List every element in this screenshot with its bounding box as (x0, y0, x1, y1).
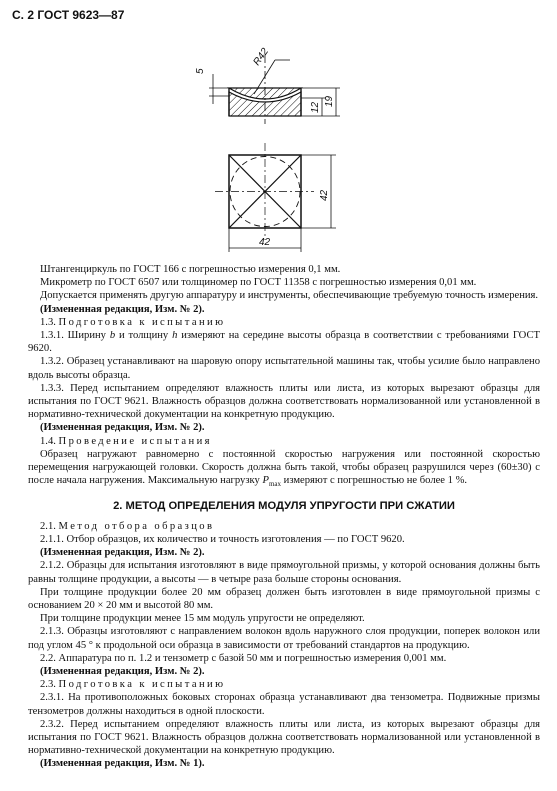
heading-text: Подготовка к испытанию (58, 316, 226, 328)
p-1-3-2: 1.3.2. Образец устанавливают на шаровую опору испытательной машины так, чтобы усилие было направлено вдоль высоты образца. (28, 356, 540, 381)
document-body (28, 263, 540, 771)
heading-2-3 (28, 678, 540, 691)
p-2-1-1: 2.1.1. Отбор образцов, их количество и точность изготовления — по ГОСТ 9620. (40, 533, 405, 545)
p-2-1-2-b: При толщине продукции более 20 мм образец должен быть изготовлен в виде прямоугольной призмы с основанием 20 × 20 мм и высотой 80 мм. (28, 586, 540, 611)
p-2-1-2-c: При толщине продукции менее 15 мм модуль упругости не определяют. (40, 613, 365, 625)
change-note: (Измененная редакция, Изм. № 2). (40, 666, 205, 677)
page-header: С. 2 ГОСТ 9623—87 (12, 8, 125, 22)
dim-r42-label: R42 (251, 46, 271, 68)
p-alt-equipment: Допускается применять другую аппаратуру и инструменты, обеспечивающие требуемую точность измерения. (40, 290, 539, 302)
p-2-3-2: 2.3.2. Перед испытанием определяют влажность плиты или листа, из которых вырезают образцы для испытания по ГОСТ 9621. Влажность образцов должна соответствовать нормализованной или установленной в нормативно-технической документации на конкретную продукцию. (28, 718, 540, 757)
section-2-title: 2. МЕТОД ОПРЕДЕЛЕНИЯ МОДУЛЯ УПРУГОСТИ ПРИ СЖАТИИ (113, 499, 455, 512)
p-2-1-3: 2.1.3. Образцы изготовляют с направлением волокон вдоль наружного слоя продукции, поперек волокон или под углом 45 ° к продольной оси образца в зависимости от требований стандартов на продукцию. (28, 626, 540, 651)
p-caliper: Штангенциркуль по ГОСТ 166 с погрешностью измерения 0,1 мм. (40, 264, 341, 275)
change-note: (Измененная редакция, Изм. № 2). (40, 422, 205, 434)
dim-19-label: 19 (324, 95, 335, 107)
heading-number: 1.4. (40, 435, 56, 447)
p-micrometer: Микрометр по ГОСТ 6507 или толщиномер по ГОСТ 11358 с погрешностью измерения 0,01 мм. (40, 277, 477, 289)
dim-42-bottom-label: 42 (259, 237, 271, 248)
heading-text: Проведение испытания (58, 435, 212, 447)
plan-view (215, 143, 336, 252)
p-1-4: Образец нагружают равномерно с постоянной скоростью нагружения или постоянной скоростью перемещения нагружающей головки. Скорость должна быть такой, чтобы образец разрушился через (60±30) с после начала нагружения. Максимальную нагрузку $P_{max}$ измеряют с погрешностью не более 1 %. (28, 448, 540, 489)
p-2-2: 2.2. Аппаратура по п. 1.2 и тензометр с базой 50 мм и погрешностью измерения 0,001 мм. (40, 652, 447, 664)
heading-number: 1.3. (40, 316, 56, 328)
p-1-3-3: 1.3.3. Перед испытанием определяют влажность плиты или листа, из которых вырезают образцы для испытания по ГОСТ 9621. Влажность образцов должна соответствовать нормализованной или установленной в нормативно-технической документации на конкретную продукцию. (28, 382, 540, 421)
dim-12-label: 12 (310, 101, 321, 113)
heading-text: Подготовка к испытанию (58, 679, 226, 691)
specimen-drawing (0, 0, 557, 263)
heading-number: 2.1. (40, 520, 56, 532)
heading-1-4 (28, 435, 540, 448)
heading-number: 2.3. (40, 679, 56, 691)
dim-5-label: 5 (195, 68, 206, 74)
p-2-1-2: 2.1.2. Образцы для испытания изготовляют в виде прямоугольной призмы, у которой основания должны быть равны толщине продукции, а высоты — в четыре раза больше стороны основания. (28, 560, 540, 585)
change-note: (Измененная редакция, Изм. № 2). (40, 303, 205, 315)
change-note: (Измененная редакция, Изм. № 2). (40, 547, 205, 559)
heading-1-3 (28, 316, 540, 329)
p-1-3-1: 1.3.1. Ширину b и толщину h измеряют на середине высоты образца в соответствии с требованиями ГОСТ 9620. (28, 330, 541, 355)
section-view (195, 46, 340, 124)
heading-text: Метод отбора образцов (58, 520, 215, 532)
change-note: (Измененная редакция, Изм. № 1). (40, 758, 205, 770)
heading-2-1 (28, 520, 540, 533)
p-2-3-1: 2.3.1. На противоположных боковых сторонах образца устанавливают два тензометра. Подвижные призмы тензометров должны находиться в одной плоскости. (28, 692, 540, 717)
dim-42-side-label: 42 (319, 189, 330, 201)
